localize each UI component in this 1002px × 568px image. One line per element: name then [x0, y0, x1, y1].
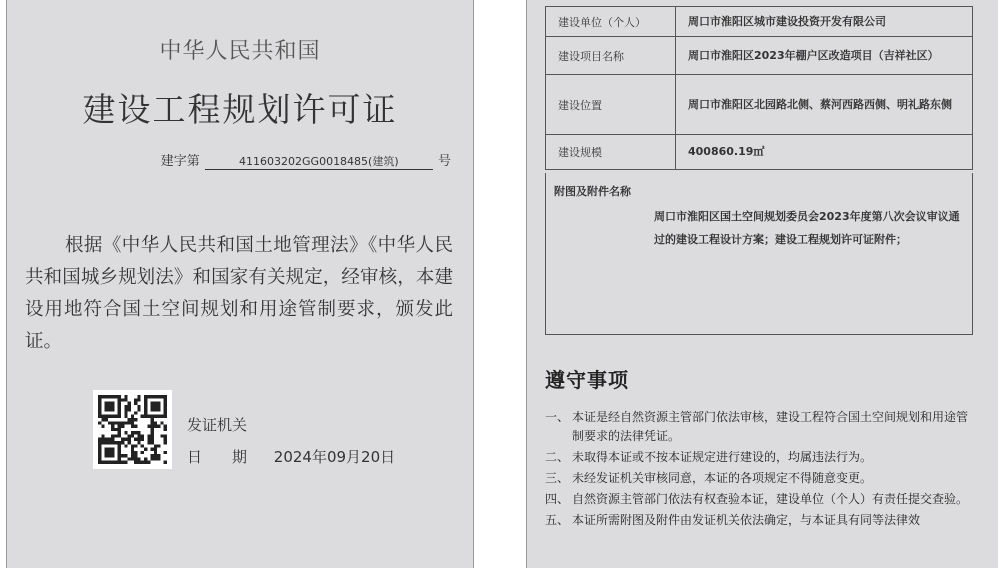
- notice-list: [545, 408, 979, 532]
- attachments-label: 附图及附件名称: [554, 185, 631, 198]
- list-item: 五、 本证所需附图及附件由发证机关依法确定，与本证具有同等法律效: [545, 513, 921, 527]
- table-row: [546, 75, 973, 135]
- number-value: 411603202GG0018485(建筑): [205, 153, 433, 170]
- number-prefix: 建字第: [160, 154, 200, 169]
- certificate-number: [161, 150, 451, 170]
- row-label: 建设单位（个人）: [546, 7, 676, 37]
- issuing-authority: [187, 414, 247, 435]
- qr-code-image: [93, 390, 172, 469]
- date-value: 2024年09月20日: [273, 448, 396, 466]
- row-value: 400860.19㎡: [676, 135, 973, 170]
- project-info-table: [545, 6, 973, 170]
- row-value: 周口市淮阳区城市建设投资开发有限公司: [676, 7, 973, 37]
- country-name: 中华人民共和国: [159, 39, 321, 64]
- row-label: 建设项目名称: [546, 37, 676, 75]
- issue-date: [187, 446, 395, 467]
- certificate-back-page: [526, 0, 998, 568]
- date-label: 日 期: [187, 448, 248, 466]
- list-item: 四、 自然资源主管部门依法有权查验本证，建设单位（个人）有责任提交查验。: [545, 492, 969, 506]
- list-item: 一、 本证是经自然资源主管部门依法审核，建设工程符合国土空间规划和用途管制要求的法律凭证。: [545, 410, 969, 443]
- number-suffix: 号: [437, 154, 451, 169]
- notice-heading: 遵守事项: [545, 368, 629, 392]
- issuer-label: 发证机关: [187, 416, 248, 434]
- row-value: 周口市淮阳区2023年棚户区改造项目（吉祥社区）: [676, 37, 973, 75]
- attachments-box: [545, 173, 973, 335]
- certificate-title: 建设工程规划许可证: [82, 90, 398, 129]
- list-item: 三、 未经发证机关审核同意，本证的各项规定不得随意变更。: [545, 471, 873, 485]
- certificate-front-page: [6, 0, 474, 568]
- table-row: [546, 135, 973, 170]
- qr-code-icon: [98, 395, 167, 464]
- row-label: 建设规模: [546, 135, 676, 170]
- row-label: 建设位置: [546, 75, 676, 135]
- attachments-text: 周口市淮阳区国土空间规划委员会2023年度第八次会议审议通过的建设工程设计方案；建设工程规划许可证附件；: [654, 210, 960, 246]
- list-item: 二、 未取得本证或不按本证规定进行建设的，均属违法行为。: [545, 450, 873, 464]
- table-row: [546, 37, 973, 75]
- row-value: 周口市淮阳区北园路北侧、蔡河西路西侧、明礼路东侧: [676, 75, 973, 135]
- issuance-basis-text: 根据《中华人民共和国土地管理法》《中华人民共和国城乡规划法》和国家有关规定，经审核，本建设用地符合国土空间规划和用途管制要求，颁发此证。: [25, 235, 453, 352]
- table-row: [546, 7, 973, 37]
